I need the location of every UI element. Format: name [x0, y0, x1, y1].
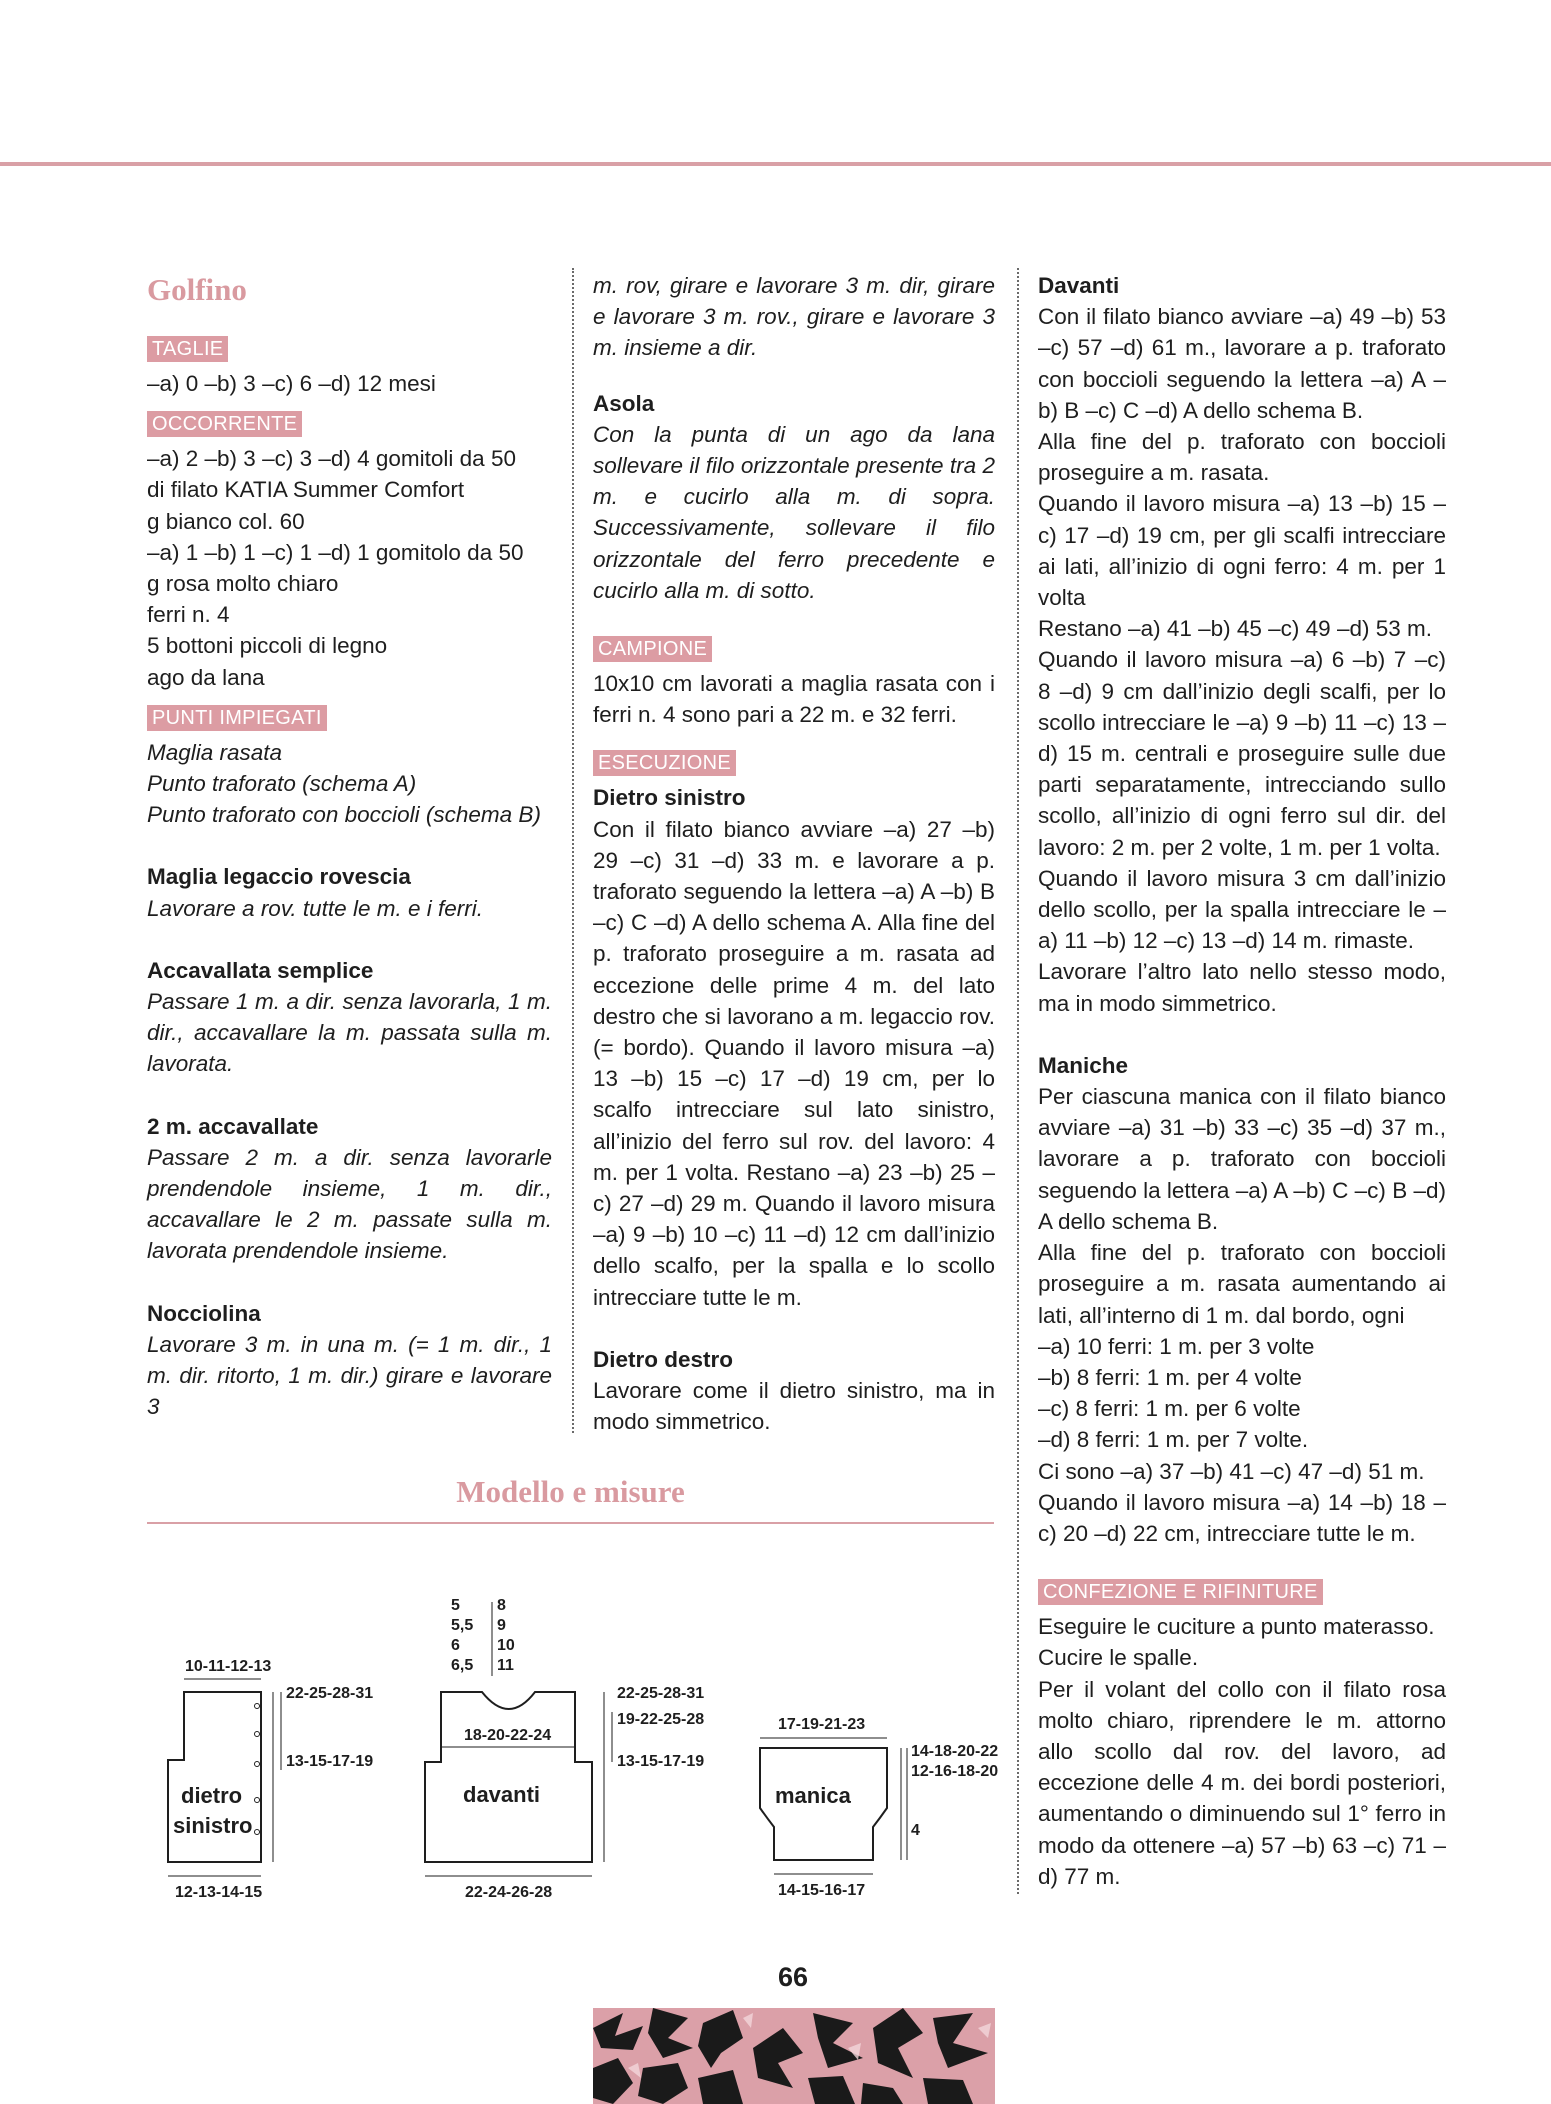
neck-depth-value: 8: [497, 1597, 506, 1614]
text-nocciolina-continued: m. rov, girare e lavorare 3 m. dir, girare e lavorare 3 m. rov., girare e lavorare 3 m. insieme a dir.: [593, 273, 995, 361]
buttonhole-mark: [255, 1830, 260, 1835]
sizes-text: –a) 0 –b) 3 –c) 6 –d) 12 mesi: [147, 371, 436, 396]
buttonhole-mark: [255, 1732, 260, 1737]
knit-texture-photo: [593, 2008, 995, 2104]
davanti-schematic: [425, 1597, 704, 1901]
dietro-sinistro-schematic: [168, 1658, 373, 1901]
dietro-name-line2: sinistro: [173, 1813, 253, 1838]
davanti-name: davanti: [463, 1782, 541, 1807]
neck-depth-value: 11: [497, 1657, 514, 1674]
text-davanti: Lavorare l’altro lato nello stesso modo, ma in modo simmetrico.: [1038, 959, 1446, 1016]
buttonhole-mark: [255, 1762, 260, 1767]
section-label-punti: PUNTI IMPIEGATI: [147, 705, 327, 731]
text-accavallata: Passare 1 m. a dir. senza lavorarla, 1 m. dir., accavallare la m. passata sulla m. lavorata.: [147, 989, 552, 1077]
text-dietro-destro: Lavorare come il dietro sinistro, ma in modo simmetrico.: [593, 1378, 995, 1435]
stitch-line: Punto traforato (schema A): [147, 771, 417, 797]
davanti-body-height: 13-15-17-19: [617, 1753, 705, 1770]
manica-height-a: 14-18-20-22: [911, 1743, 999, 1760]
text-confezione: Cucire le spalle.: [1038, 1645, 1199, 1671]
text-davanti: Con il filato bianco avviare –a) 49 –b) 53 –c) 57 –d) 61 m., lavorare a p. traforato con boccioli seguendo la lettera –a) A –b) B –c) C –d) A dello schema B.: [1038, 304, 1446, 423]
manica-top-width: 17-19-21-23: [778, 1716, 866, 1733]
manica-bottom-width: 14-15-16-17: [778, 1882, 866, 1899]
text-confezione: Per il volant del collo con il filato rosa molto chiaro, riprendere le m. attorno allo scollo dal rov. del lavoro, ad eccezione delle 4 m. dei bordi posteriori, aumentando o diminuendo sul 1° ferro in modo da ottenere –a) 57 –b) 63 –c) 71 –d) 77 m.: [1038, 1676, 1446, 1889]
manica-schematic: [760, 1716, 998, 1899]
stitch-line: Maglia rasata: [147, 739, 283, 765]
heading-legaccio: Maglia legaccio rovescia: [147, 864, 411, 890]
section-label-campione: CAMPIONE: [593, 636, 712, 662]
davanti-total-height: 22-25-28-31: [617, 1685, 705, 1702]
heading-2m-accavallate: 2 m. accavallate: [147, 1113, 319, 1139]
text-maniche: –b) 8 ferri: 1 m. per 4 volte: [1038, 1364, 1302, 1390]
materials-line: ferri n. 4: [147, 602, 230, 628]
materials-line: g bianco col. 60: [147, 508, 305, 534]
text-maniche: Quando il lavoro misura –a) 14 –b) 18 –c) 20 –d) 22 cm, intrecciare tutte le m.: [1038, 1489, 1446, 1546]
neck-depth-value: 9: [497, 1617, 506, 1634]
materials-line: ago da lana: [147, 664, 265, 690]
dietro-body-height: 13-15-17-19: [286, 1753, 374, 1770]
materials-line: di filato KATIA Summer Comfort: [147, 477, 465, 503]
stitch-line: Punto traforato con boccioli (schema B): [147, 802, 541, 828]
davanti-armhole-height: 19-22-25-28: [617, 1711, 705, 1728]
text-davanti: Restano –a) 41 –b) 45 –c) 49 –d) 53 m.: [1038, 616, 1432, 642]
text-2m-accavallate: Passare 2 m. a dir. senza lavorarle prendendole insieme, 1 m. dir., accavallare le 2 m. passate sulla m. lavorata prendendole insieme.: [147, 1144, 552, 1264]
text-legaccio: Lavorare a rov. tutte le m. e i ferri.: [147, 895, 483, 921]
manica-cuff: 4: [911, 1822, 920, 1839]
neck-depth-value: 5,5: [451, 1617, 474, 1634]
text-campione: 10x10 cm lavorati a maglia rasata con i ferri n. 4 sono pari a 22 m. e 32 ferri.: [593, 671, 995, 728]
buttonhole-mark: [255, 1798, 260, 1803]
text-maniche: –c) 8 ferri: 1 m. per 6 volte: [1038, 1396, 1301, 1422]
text-davanti: Quando il lavoro misura 3 cm dall’inizio dello scollo, per la spalla intrecciare le –a) 11 –b) 12 –c) 13 –d) 14 m. rimaste.: [1038, 865, 1446, 954]
text-maniche: –a) 10 ferri: 1 m. per 3 volte: [1038, 1333, 1315, 1359]
buttonhole-mark: [255, 1704, 260, 1709]
manica-height-b: 12-16-18-20: [911, 1763, 999, 1780]
pattern-title: Golfino: [147, 272, 247, 307]
section-label-occorrente: OCCORRENTE: [147, 411, 302, 437]
dietro-bottom-width: 12-13-14-15: [175, 1884, 263, 1901]
davanti-bottom-width: 22-24-26-28: [465, 1884, 553, 1901]
text-confezione: Eseguire le cuciture a punto materasso.: [1038, 1614, 1435, 1640]
neck-depth-value: 10: [497, 1637, 515, 1654]
page-number: 66: [777, 1962, 809, 1992]
section-label-taglie: TAGLIE: [147, 336, 228, 362]
section-label-esecuzione: ESECUZIONE: [593, 750, 736, 776]
text-dietro-sinistro: Con il filato bianco avviare –a) 27 –b) 29 –c) 31 –d) 33 m. e lavorare a p. traforato seguendo la lettera –a) A –b) B –c) C –d) A dello schema A. Alla fine del p. traforato proseguire a m. rasata ad eccezione delle prime 4 m. del lato destro che si lavorano a m. legaccio rov. (= bordo). Quando il lavoro misura –a) 13 –b) 15 –c) 17 –d) 19 cm, per lo scalfo intrecciare sul lato sinistro, all’inizio del ferro sul rov. del lavoro: 4 m. per 1 volta. Restano –a) 23 –b) 25 –c) 27 –d) 29 m. Quando il lavoro misura –a) 9 –b) 10 –c) 11 –d) 12 cm dall’inizio dello scalfo, per la spalla e lo scollo intrecciare tutte le m.: [593, 816, 995, 1310]
text-maniche: Per ciascuna manica con il filato bianco avviare –a) 31 –b) 33 –c) 35 –d) 37 m., lavorare a p. traforato con boccioli seguendo la lettera –a) A –b) C –c) B –d) A dello schema B.: [1038, 1084, 1446, 1234]
heading-dietro-destro: Dietro destro: [593, 1346, 734, 1372]
text-asola: Con la punta di un ago da lana sollevare il filo orizzontale presente tra 2 m. e cucirlo alla m. di sopra. Successivamente, sollevare il filo orizzontale del ferro precedente e cucirlo alla m. di sotto.: [593, 421, 995, 603]
dietro-total-height: 22-25-28-31: [286, 1685, 374, 1702]
text-maniche: –d) 8 ferri: 1 m. per 7 volte.: [1038, 1427, 1309, 1453]
heading-nocciolina: Nocciolina: [147, 1300, 261, 1326]
neck-depth-value: 6: [451, 1637, 460, 1654]
neck-depth-value: 6,5: [451, 1657, 474, 1674]
heading-accavallata: Accavallata semplice: [147, 957, 374, 983]
text-davanti: Quando il lavoro misura –a) 6 –b) 7 –c) 8 –d) 9 cm dall’inizio degli scalfi, per lo scollo intrecciare le –a) 9 –b) 11 –c) 13 –d) 15 m. centrali e proseguire sulle due parti separatamente, intrecciando sullo scollo, all’inizio di ogni ferro sul dir. del lavoro: 2 m. per 2 volte, 1 m. per 1 volta.: [1038, 647, 1446, 860]
heading-maniche: Maniche: [1038, 1052, 1129, 1078]
materials-line: –a) 2 –b) 3 –c) 3 –d) 4 gomitoli da 50: [147, 446, 516, 472]
text-maniche: Ci sono –a) 37 –b) 41 –c) 47 –d) 51 m.: [1038, 1458, 1425, 1484]
heading-asola: Asola: [593, 390, 655, 416]
materials-line: –a) 1 –b) 1 –c) 1 –d) 1 gomitolo da 50: [147, 539, 524, 565]
davanti-outline: [425, 1692, 592, 1862]
heading-dietro-sinistro: Dietro sinistro: [593, 785, 746, 811]
text-nocciolina: Lavorare 3 m. in una m. (= 1 m. dir., 1 m. dir. ritorto, 1 m. dir.) girare e lavorare 3: [147, 1331, 552, 1420]
dietro-name-line1: dietro: [181, 1783, 243, 1808]
section-label-confezione: CONFEZIONE E RIFINITURE: [1038, 1579, 1323, 1605]
text-davanti: Quando il lavoro misura –a) 13 –b) 15 –c) 17 –d) 19 cm, per gli scalfi intrecciare ai lati, all’inizio di ogni ferro: 4 m. per 1 volta: [1038, 491, 1446, 611]
materials-line: g rosa molto chiaro: [147, 571, 339, 597]
materials-line: 5 bottoni piccoli di legno: [147, 633, 388, 659]
text-maniche: Alla fine del p. traforato con boccioli proseguire a m. rasata aumentando ai lati, all’interno di 1 m. dal bordo, ogni: [1038, 1240, 1446, 1328]
text-davanti: Alla fine del p. traforato con boccioli proseguire a m. rasata.: [1038, 429, 1446, 486]
heading-davanti: Davanti: [1038, 273, 1120, 298]
diagram-title: Modello e misure: [456, 1474, 685, 1509]
neck-depth-value: 5: [451, 1597, 460, 1614]
davanti-inner-width: 18-20-22-24: [464, 1727, 552, 1744]
manica-name: manica: [775, 1783, 851, 1808]
dietro-top-width: 10-11-12-13: [185, 1658, 272, 1675]
